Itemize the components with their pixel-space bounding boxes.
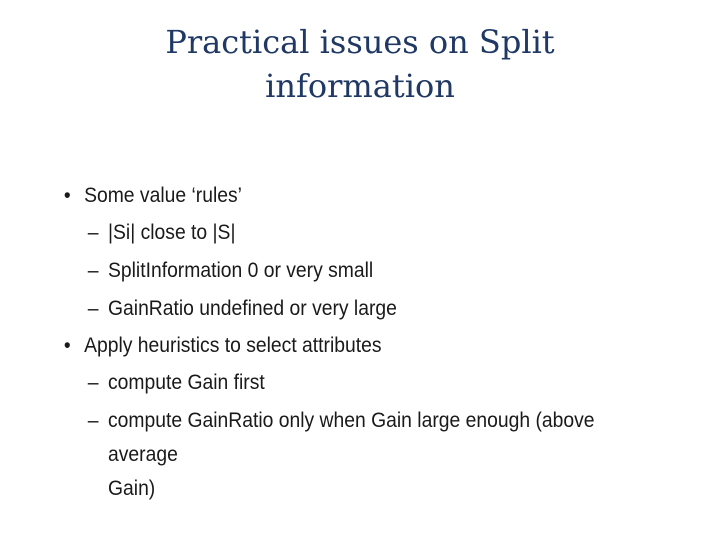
slide-content bbox=[62, 178, 662, 506]
sub-item bbox=[62, 252, 614, 290]
sub-item-text: GainRatio undefined or very large bbox=[108, 297, 397, 320]
bullet-item-rules bbox=[62, 178, 614, 214]
sub-item-text: compute GainRatio only when Gain large enough (above average bbox=[108, 409, 595, 466]
bullet-text: Some value ‘rules’ bbox=[84, 184, 242, 207]
bullet-marker: • bbox=[63, 184, 71, 207]
sub-item-text: |Si| close to |S| bbox=[108, 221, 236, 244]
bullet-marker: • bbox=[63, 334, 71, 357]
sub-item bbox=[62, 364, 614, 402]
sub-item-text: SplitInformation 0 or very small bbox=[108, 259, 374, 282]
sub-marker: – bbox=[87, 297, 99, 320]
slide-title-line-2: information bbox=[265, 67, 455, 105]
sub-item bbox=[62, 290, 614, 328]
bullet-item-heuristics bbox=[62, 328, 614, 364]
sub-marker: – bbox=[87, 371, 99, 394]
sub-marker: – bbox=[87, 259, 99, 282]
sub-item bbox=[62, 214, 614, 252]
sub-item-text-continued: Gain) bbox=[108, 477, 156, 500]
sub-item-text: compute Gain first bbox=[108, 371, 265, 394]
bullet-text: Apply heuristics to select attributes bbox=[84, 334, 382, 357]
slide-title-line-1: Practical issues on Split bbox=[165, 23, 555, 61]
slide-title bbox=[0, 20, 720, 108]
sub-item bbox=[62, 402, 614, 506]
sub-marker: – bbox=[87, 221, 99, 244]
sub-marker: – bbox=[87, 409, 99, 432]
